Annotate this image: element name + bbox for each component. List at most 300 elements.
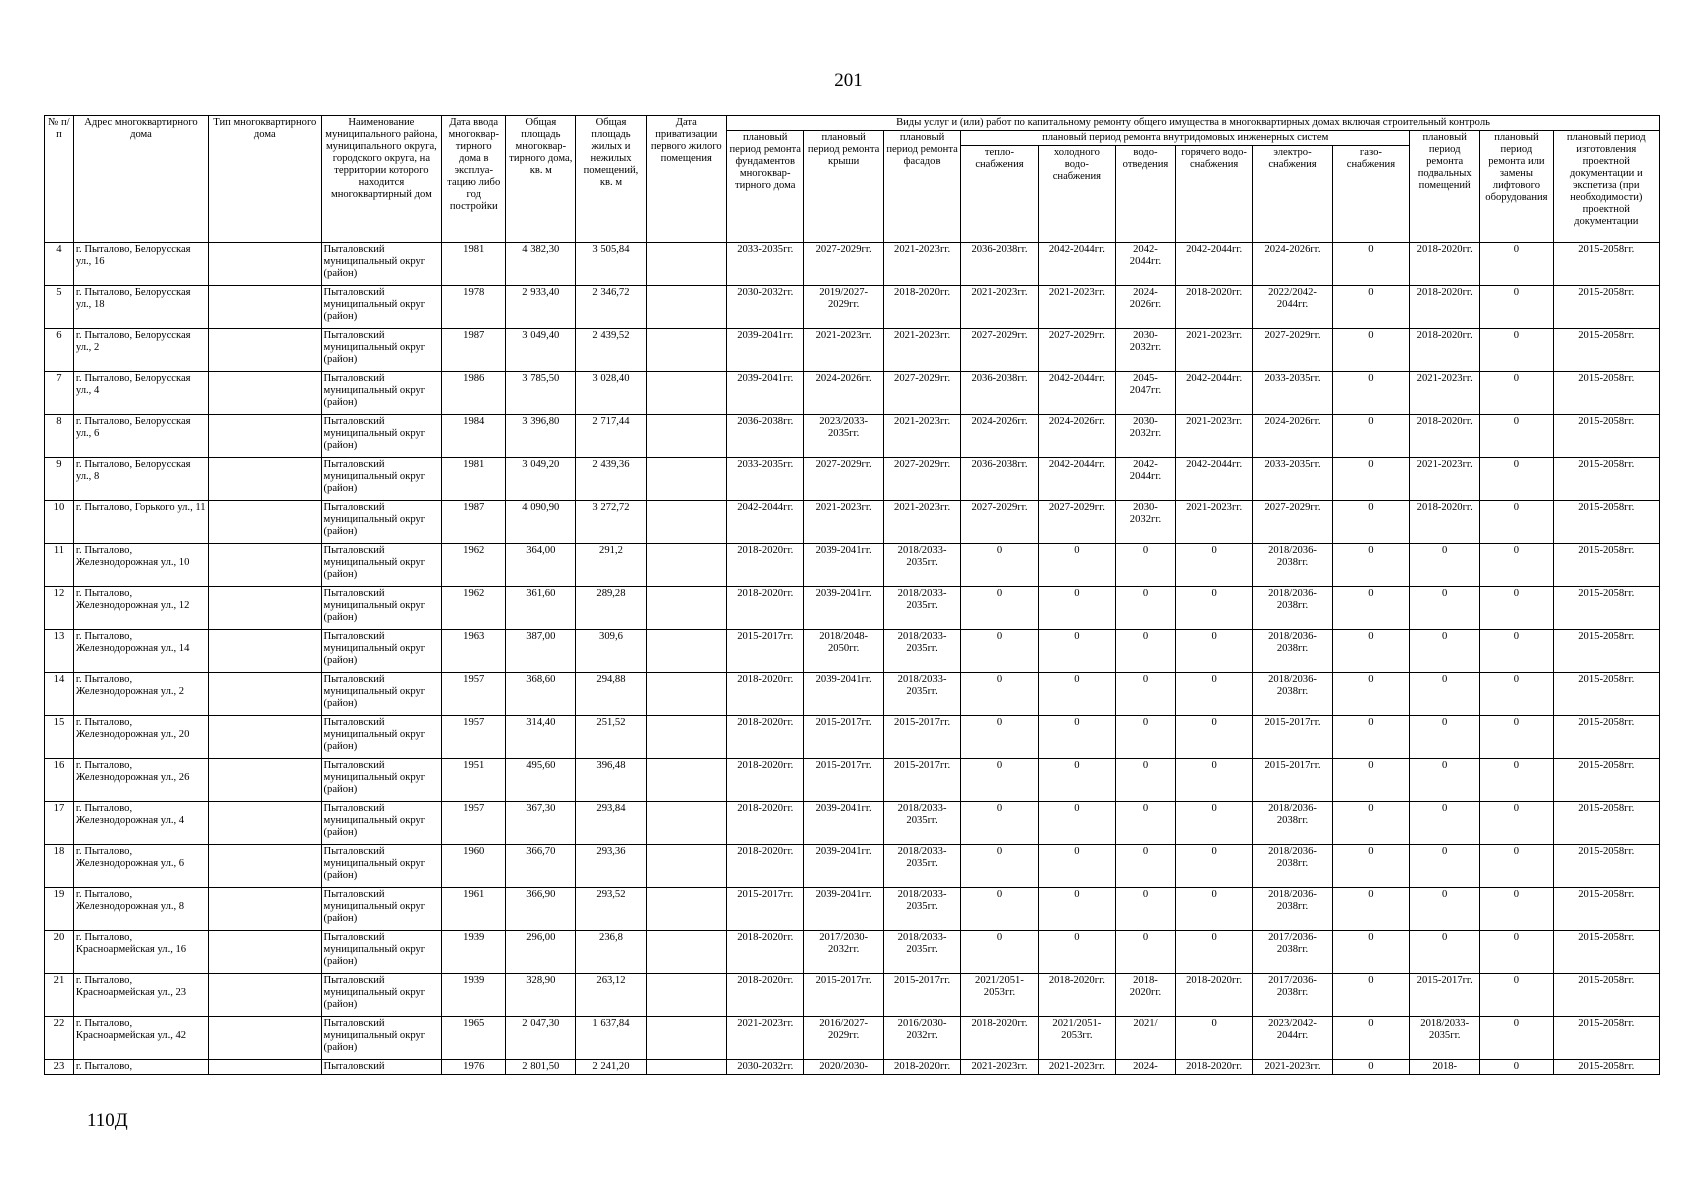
cell-design-docs: 2015-2058гг. (1553, 587, 1659, 630)
cell-gas: 0 (1332, 802, 1409, 845)
cell-year: 1987 (442, 501, 506, 544)
cell-total-area: 3 785,50 (506, 372, 576, 415)
cell-roof: 2039-2041гг. (804, 888, 883, 931)
cell-heat: 2021-2023гг. (961, 286, 1038, 329)
table-row (45, 501, 1660, 544)
col-header-municipality: Наименование муниципального района, муниципального округа, городского округа, на территории которого находится многоквартирный дом (321, 116, 442, 243)
cell-facade: 2018-2020гг. (883, 286, 960, 329)
cell-privatization (646, 286, 726, 329)
cell-address: г. Пыталово, Белорусская ул., 18 (73, 286, 208, 329)
cell-heat: 2027-2029гг. (961, 501, 1038, 544)
cell-municipality: Пыталовский муниципальный округ (район) (321, 286, 442, 329)
cell-elevator: 0 (1480, 845, 1553, 888)
cell-facade: 2018/2033-2035гг. (883, 673, 960, 716)
cell-roof: 2021-2023гг. (804, 329, 883, 372)
cell-sewer: 0 (1116, 845, 1176, 888)
cell-gas: 0 (1332, 845, 1409, 888)
cell-type (209, 544, 321, 587)
cell-total-area: 366,70 (506, 845, 576, 888)
cell-total-area: 361,60 (506, 587, 576, 630)
cell-type (209, 1017, 321, 1060)
cell-total-area: 3 396,80 (506, 415, 576, 458)
cell-privatization (646, 501, 726, 544)
cell-privatization (646, 1060, 726, 1075)
cell-hot-water: 2042-2044гг. (1175, 372, 1252, 415)
cell-address: г. Пыталово, Железнодорожная ул., 6 (73, 845, 208, 888)
cell-living-area: 309,6 (576, 630, 646, 673)
cell-privatization (646, 458, 726, 501)
cell-sewer: 2030-2032гг. (1116, 415, 1176, 458)
cell-num: 16 (45, 759, 74, 802)
cell-basement: 0 (1410, 630, 1480, 673)
cell-gas: 0 (1332, 1060, 1409, 1075)
cell-cold-water: 0 (1038, 931, 1115, 974)
cell-facade: 2018/2033-2035гг. (883, 802, 960, 845)
cell-hot-water: 0 (1175, 759, 1252, 802)
cell-year: 1939 (442, 974, 506, 1017)
cell-total-area: 368,60 (506, 673, 576, 716)
cell-gas: 0 (1332, 286, 1409, 329)
cell-address: г. Пыталово, Белорусская ул., 8 (73, 458, 208, 501)
col-header-roof: плановый период ремонта крыши (804, 131, 883, 243)
cell-municipality: Пыталовский муниципальный округ (район) (321, 243, 442, 286)
cell-design-docs: 2015-2058гг. (1553, 974, 1659, 1017)
cell-design-docs: 2015-2058гг. (1553, 243, 1659, 286)
cell-num: 13 (45, 630, 74, 673)
cell-roof: 2020/2030- (804, 1060, 883, 1075)
cell-foundation: 2033-2035гг. (727, 243, 804, 286)
table-row (45, 286, 1660, 329)
cell-cold-water: 2042-2044гг. (1038, 372, 1115, 415)
col-group-services: Виды услуг и (или) работ по капитальному ремонту общего имущества в многоквартирных домах включая строительный контроль (727, 116, 1660, 131)
cell-foundation: 2039-2041гг. (727, 372, 804, 415)
cell-design-docs: 2015-2058гг. (1553, 458, 1659, 501)
col-header-type: Тип многоквартирного дома (209, 116, 321, 243)
cell-year: 1960 (442, 845, 506, 888)
cell-num: 6 (45, 329, 74, 372)
cell-address: г. Пыталово, Красноармейская ул., 42 (73, 1017, 208, 1060)
cell-living-area: 396,48 (576, 759, 646, 802)
col-header-hot-water: горячего водо- снабжения (1175, 146, 1252, 243)
cell-basement: 0 (1410, 587, 1480, 630)
cell-roof: 2015-2017гг. (804, 716, 883, 759)
cell-electric: 2022/2042-2044гг. (1253, 286, 1332, 329)
cell-num: 7 (45, 372, 74, 415)
cell-foundation: 2018-2020гг. (727, 544, 804, 587)
cell-gas: 0 (1332, 716, 1409, 759)
table-row (45, 544, 1660, 587)
cell-hot-water: 0 (1175, 802, 1252, 845)
capital-repair-table (44, 115, 1660, 1075)
cell-heat: 2036-2038гг. (961, 243, 1038, 286)
cell-cold-water: 0 (1038, 716, 1115, 759)
cell-elevator: 0 (1480, 501, 1553, 544)
cell-roof: 2024-2026гг. (804, 372, 883, 415)
cell-foundation: 2018-2020гг. (727, 587, 804, 630)
cell-sewer: 0 (1116, 630, 1176, 673)
cell-living-area: 3 028,40 (576, 372, 646, 415)
cell-address: г. Пыталово, Белорусская ул., 6 (73, 415, 208, 458)
cell-gas: 0 (1332, 587, 1409, 630)
cell-living-area: 3 272,72 (576, 501, 646, 544)
cell-municipality: Пыталовский муниципальный округ (район) (321, 415, 442, 458)
cell-year: 1951 (442, 759, 506, 802)
cell-municipality: Пыталовский муниципальный округ (район) (321, 329, 442, 372)
cell-municipality: Пыталовский муниципальный округ (район) (321, 1017, 442, 1060)
cell-elevator: 0 (1480, 888, 1553, 931)
cell-type (209, 501, 321, 544)
cell-foundation: 2036-2038гг. (727, 415, 804, 458)
cell-elevator: 0 (1480, 716, 1553, 759)
cell-municipality: Пыталовский муниципальный округ (район) (321, 587, 442, 630)
col-header-electric: электро- снабжения (1253, 146, 1332, 243)
cell-design-docs: 2015-2058гг. (1553, 1060, 1659, 1075)
cell-design-docs: 2015-2058гг. (1553, 716, 1659, 759)
cell-elevator: 0 (1480, 243, 1553, 286)
cell-gas: 0 (1332, 1017, 1409, 1060)
cell-total-area: 364,00 (506, 544, 576, 587)
cell-num: 10 (45, 501, 74, 544)
cell-privatization (646, 974, 726, 1017)
cell-roof: 2027-2029гг. (804, 243, 883, 286)
cell-num: 17 (45, 802, 74, 845)
cell-gas: 0 (1332, 372, 1409, 415)
cell-foundation: 2018-2020гг. (727, 845, 804, 888)
cell-gas: 0 (1332, 544, 1409, 587)
cell-facade: 2015-2017гг. (883, 716, 960, 759)
cell-facade: 2018-2020гг. (883, 1060, 960, 1075)
cell-year: 1962 (442, 587, 506, 630)
cell-facade: 2015-2017гг. (883, 974, 960, 1017)
cell-municipality: Пыталовский муниципальный округ (район) (321, 802, 442, 845)
cell-hot-water: 0 (1175, 673, 1252, 716)
cell-hot-water: 0 (1175, 716, 1252, 759)
cell-facade: 2015-2017гг. (883, 759, 960, 802)
cell-cold-water: 0 (1038, 845, 1115, 888)
cell-gas: 0 (1332, 931, 1409, 974)
cell-total-area: 328,90 (506, 974, 576, 1017)
cell-roof: 2021-2023гг. (804, 501, 883, 544)
cell-num: 22 (45, 1017, 74, 1060)
cell-cold-water: 0 (1038, 888, 1115, 931)
cell-total-area: 366,90 (506, 888, 576, 931)
cell-electric: 2018/2036-2038гг. (1253, 587, 1332, 630)
cell-foundation: 2018-2020гг. (727, 673, 804, 716)
cell-roof: 2039-2041гг. (804, 845, 883, 888)
cell-elevator: 0 (1480, 544, 1553, 587)
cell-gas: 0 (1332, 673, 1409, 716)
cell-elevator: 0 (1480, 630, 1553, 673)
cell-address: г. Пыталово, Железнодорожная ул., 10 (73, 544, 208, 587)
cell-num: 5 (45, 286, 74, 329)
cell-municipality: Пыталовский муниципальный округ (район) (321, 673, 442, 716)
cell-heat: 2021/2051-2053гг. (961, 974, 1038, 1017)
cell-total-area: 4 090,90 (506, 501, 576, 544)
cell-total-area: 367,30 (506, 802, 576, 845)
cell-elevator: 0 (1480, 1060, 1553, 1075)
cell-address: г. Пыталово, Железнодорожная ул., 20 (73, 716, 208, 759)
cell-address: г. Пыталово, Железнодорожная ул., 4 (73, 802, 208, 845)
cell-facade: 2021-2023гг. (883, 415, 960, 458)
cell-facade: 2021-2023гг. (883, 501, 960, 544)
footer-code: 110Д (87, 1110, 128, 1131)
col-header-basement: плановый период ремонта подвальных помещений (1410, 131, 1480, 243)
cell-municipality: Пыталовский муниципальный округ (район) (321, 759, 442, 802)
cell-facade: 2018/2033-2035гг. (883, 544, 960, 587)
cell-gas: 0 (1332, 415, 1409, 458)
cell-gas: 0 (1332, 974, 1409, 1017)
col-header-address: Адрес многоквартирного дома (73, 116, 208, 243)
cell-sewer: 0 (1116, 673, 1176, 716)
cell-hot-water: 2021-2023гг. (1175, 329, 1252, 372)
cell-address: г. Пыталово, Красноармейская ул., 16 (73, 931, 208, 974)
cell-num: 15 (45, 716, 74, 759)
cell-year: 1961 (442, 888, 506, 931)
cell-address: г. Пыталово, Железнодорожная ул., 14 (73, 630, 208, 673)
cell-privatization (646, 329, 726, 372)
page-number: 201 (834, 70, 863, 91)
cell-year: 1978 (442, 286, 506, 329)
col-header-sewer: водо- отведения (1116, 146, 1176, 243)
cell-municipality: Пыталовский муниципальный округ (район) (321, 931, 442, 974)
cell-design-docs: 2015-2058гг. (1553, 544, 1659, 587)
cell-living-area: 2 439,52 (576, 329, 646, 372)
cell-cold-water: 0 (1038, 759, 1115, 802)
cell-cold-water: 0 (1038, 587, 1115, 630)
cell-foundation: 2021-2023гг. (727, 1017, 804, 1060)
cell-heat: 2036-2038гг. (961, 458, 1038, 501)
cell-facade: 2018/2033-2035гг. (883, 845, 960, 888)
cell-living-area: 263,12 (576, 974, 646, 1017)
cell-num: 8 (45, 415, 74, 458)
cell-foundation: 2018-2020гг. (727, 716, 804, 759)
cell-num: 9 (45, 458, 74, 501)
cell-facade: 2018/2033-2035гг. (883, 931, 960, 974)
cell-design-docs: 2015-2058гг. (1553, 329, 1659, 372)
cell-roof: 2027-2029гг. (804, 458, 883, 501)
cell-type (209, 931, 321, 974)
cell-foundation: 2030-2032гг. (727, 286, 804, 329)
cell-year: 1939 (442, 931, 506, 974)
cell-elevator: 0 (1480, 458, 1553, 501)
cell-privatization (646, 802, 726, 845)
table-row (45, 458, 1660, 501)
cell-address: г. Пыталово, Железнодорожная ул., 26 (73, 759, 208, 802)
cell-roof: 2017/2030-2032гг. (804, 931, 883, 974)
cell-elevator: 0 (1480, 286, 1553, 329)
cell-address: г. Пыталово, Горького ул., 11 (73, 501, 208, 544)
cell-total-area: 387,00 (506, 630, 576, 673)
cell-cold-water: 0 (1038, 673, 1115, 716)
cell-privatization (646, 415, 726, 458)
cell-municipality: Пыталовский муниципальный округ (район) (321, 372, 442, 415)
cell-total-area: 296,00 (506, 931, 576, 974)
cell-electric: 2018/2036-2038гг. (1253, 673, 1332, 716)
table-row (45, 587, 1660, 630)
cell-heat: 0 (961, 759, 1038, 802)
cell-foundation: 2015-2017гг. (727, 630, 804, 673)
cell-total-area: 2 801,50 (506, 1060, 576, 1075)
cell-living-area: 293,36 (576, 845, 646, 888)
table-row (45, 329, 1660, 372)
cell-municipality: Пыталовский муниципальный округ (район) (321, 544, 442, 587)
cell-electric: 2015-2017гг. (1253, 759, 1332, 802)
cell-heat: 0 (961, 845, 1038, 888)
cell-gas: 0 (1332, 501, 1409, 544)
cell-heat: 2024-2026гг. (961, 415, 1038, 458)
table-row (45, 630, 1660, 673)
cell-cold-water: 2021/2051-2053гг. (1038, 1017, 1115, 1060)
cell-electric: 2018/2036-2038гг. (1253, 544, 1332, 587)
cell-elevator: 0 (1480, 974, 1553, 1017)
table-row (45, 415, 1660, 458)
cell-foundation: 2018-2020гг. (727, 802, 804, 845)
cell-basement: 0 (1410, 845, 1480, 888)
cell-sewer: 0 (1116, 544, 1176, 587)
cell-address: г. Пыталово, Железнодорожная ул., 8 (73, 888, 208, 931)
cell-total-area: 2 933,40 (506, 286, 576, 329)
cell-heat: 2021-2023гг. (961, 1060, 1038, 1075)
cell-hot-water: 2018-2020гг. (1175, 1060, 1252, 1075)
cell-hot-water: 0 (1175, 845, 1252, 888)
col-header-facade: плановый период ремонта фасадов (883, 131, 960, 243)
cell-living-area: 293,84 (576, 802, 646, 845)
cell-total-area: 3 049,40 (506, 329, 576, 372)
cell-facade: 2018/2033-2035гг. (883, 630, 960, 673)
cell-municipality: Пыталовский муниципальный округ (район) (321, 458, 442, 501)
cell-privatization (646, 931, 726, 974)
cell-year: 1965 (442, 1017, 506, 1060)
cell-foundation: 2018-2020гг. (727, 759, 804, 802)
col-header-cold-water: холодного водо- снабжения (1038, 146, 1115, 243)
cell-electric: 2015-2017гг. (1253, 716, 1332, 759)
cell-year: 1981 (442, 243, 506, 286)
cell-facade: 2021-2023гг. (883, 243, 960, 286)
cell-privatization (646, 630, 726, 673)
cell-basement: 2018-2020гг. (1410, 501, 1480, 544)
cell-address: г. Пыталово, Белорусская ул., 4 (73, 372, 208, 415)
cell-roof: 2039-2041гг. (804, 587, 883, 630)
cell-living-area: 2 439,36 (576, 458, 646, 501)
cell-basement: 2018-2020гг. (1410, 243, 1480, 286)
cell-gas: 0 (1332, 243, 1409, 286)
cell-foundation: 2018-2020гг. (727, 931, 804, 974)
table-row (45, 759, 1660, 802)
cell-sewer: 2045-2047гг. (1116, 372, 1176, 415)
cell-municipality: Пыталовский (321, 1060, 442, 1075)
cell-electric: 2021-2023гг. (1253, 1060, 1332, 1075)
cell-year: 1962 (442, 544, 506, 587)
cell-total-area: 495,60 (506, 759, 576, 802)
cell-electric: 2018/2036-2038гг. (1253, 845, 1332, 888)
cell-basement: 2015-2017гг. (1410, 974, 1480, 1017)
table-row (45, 931, 1660, 974)
col-header-gas: газо- снабжения (1332, 146, 1409, 243)
cell-foundation: 2039-2041гг. (727, 329, 804, 372)
cell-heat: 2036-2038гг. (961, 372, 1038, 415)
cell-heat: 0 (961, 587, 1038, 630)
cell-type (209, 888, 321, 931)
cell-electric: 2024-2026гг. (1253, 243, 1332, 286)
cell-address: г. Пыталово, Железнодорожная ул., 12 (73, 587, 208, 630)
cell-design-docs: 2015-2058гг. (1553, 759, 1659, 802)
cell-hot-water: 0 (1175, 544, 1252, 587)
cell-elevator: 0 (1480, 415, 1553, 458)
cell-basement: 0 (1410, 716, 1480, 759)
cell-num: 14 (45, 673, 74, 716)
cell-heat: 0 (961, 673, 1038, 716)
cell-roof: 2019/2027-2029гг. (804, 286, 883, 329)
cell-living-area: 289,28 (576, 587, 646, 630)
table-row (45, 716, 1660, 759)
cell-elevator: 0 (1480, 587, 1553, 630)
col-header-foundation: плановый период ремонта фундаментов многоквар- тирного дома (727, 131, 804, 243)
cell-privatization (646, 372, 726, 415)
cell-basement: 0 (1410, 544, 1480, 587)
cell-gas: 0 (1332, 329, 1409, 372)
cell-foundation: 2033-2035гг. (727, 458, 804, 501)
cell-electric: 2033-2035гг. (1253, 372, 1332, 415)
cell-sewer: 2021/ (1116, 1017, 1176, 1060)
col-header-total-area: Общая площадь многоквар- тирного дома, кв. м (506, 116, 576, 243)
cell-privatization (646, 845, 726, 888)
cell-num: 18 (45, 845, 74, 888)
cell-hot-water: 2018-2020гг. (1175, 974, 1252, 1017)
cell-cold-water: 2027-2029гг. (1038, 329, 1115, 372)
table-body (45, 243, 1660, 1075)
cell-privatization (646, 673, 726, 716)
cell-year: 1981 (442, 458, 506, 501)
cell-roof: 2018/2048-2050гг. (804, 630, 883, 673)
cell-heat: 0 (961, 802, 1038, 845)
cell-elevator: 0 (1480, 931, 1553, 974)
cell-design-docs: 2015-2058гг. (1553, 931, 1659, 974)
cell-facade: 2027-2029гг. (883, 372, 960, 415)
cell-elevator: 0 (1480, 372, 1553, 415)
table-row (45, 243, 1660, 286)
cell-hot-water: 2042-2044гг. (1175, 458, 1252, 501)
cell-address: г. Пыталово, Белорусская ул., 16 (73, 243, 208, 286)
cell-type (209, 974, 321, 1017)
cell-design-docs: 2015-2058гг. (1553, 501, 1659, 544)
table-row (45, 845, 1660, 888)
cell-type (209, 1060, 321, 1075)
table-row (45, 372, 1660, 415)
cell-electric: 2018/2036-2038гг. (1253, 888, 1332, 931)
cell-type (209, 372, 321, 415)
cell-privatization (646, 587, 726, 630)
cell-sewer: 2018-2020гг. (1116, 974, 1176, 1017)
cell-design-docs: 2015-2058гг. (1553, 802, 1659, 845)
cell-cold-water: 2018-2020гг. (1038, 974, 1115, 1017)
table-row (45, 673, 1660, 716)
cell-design-docs: 2015-2058гг. (1553, 286, 1659, 329)
cell-basement: 0 (1410, 888, 1480, 931)
table-row (45, 1060, 1660, 1075)
cell-electric: 2017/2036-2038гг. (1253, 931, 1332, 974)
cell-facade: 2018/2033-2035гг. (883, 888, 960, 931)
cell-sewer: 0 (1116, 888, 1176, 931)
cell-sewer: 2024-2026гг. (1116, 286, 1176, 329)
cell-type (209, 587, 321, 630)
cell-sewer: 0 (1116, 587, 1176, 630)
cell-electric: 2033-2035гг. (1253, 458, 1332, 501)
cell-cold-water: 2024-2026гг. (1038, 415, 1115, 458)
cell-cold-water: 2042-2044гг. (1038, 458, 1115, 501)
cell-design-docs: 2015-2058гг. (1553, 630, 1659, 673)
table-row (45, 802, 1660, 845)
cell-roof: 2015-2017гг. (804, 759, 883, 802)
